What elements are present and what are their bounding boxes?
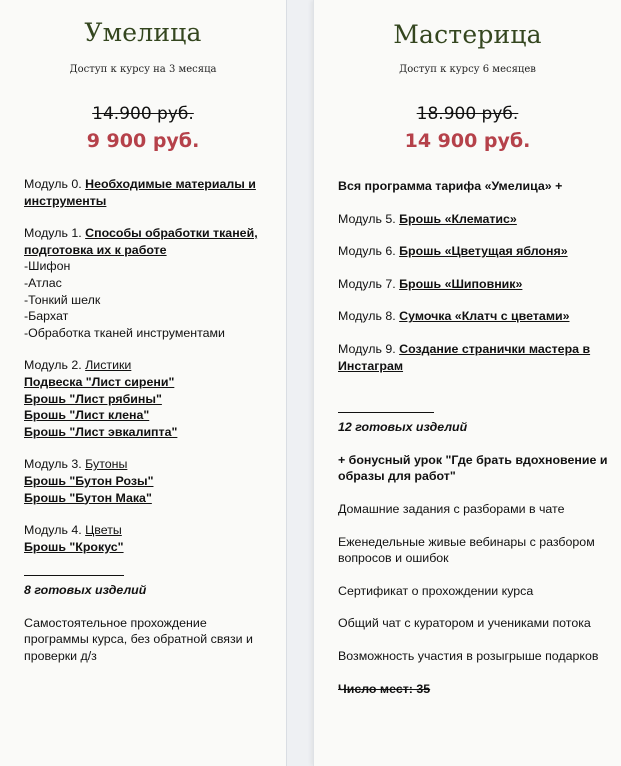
access-duration: Доступ к курсу на 3 месяца bbox=[69, 64, 217, 75]
module-prefix: Модуль 9. bbox=[338, 341, 400, 356]
feature-item: Сертификат о прохождении курса bbox=[338, 583, 534, 598]
module-3 bbox=[24, 456, 274, 506]
feature-item: Домашние задания с разборами в чате bbox=[338, 501, 565, 516]
module-4 bbox=[24, 522, 274, 555]
list-item: -Тонкий шелк bbox=[24, 292, 101, 307]
new-price: 14 900 руб. bbox=[404, 130, 531, 152]
tariff-note: Самостоятельное прохождение программы курса, без обратной связи и проверки д/з bbox=[24, 615, 253, 664]
module-7-link[interactable]: Брошь «Шиповник» bbox=[399, 276, 523, 291]
list-item: -Атлас bbox=[24, 275, 62, 290]
tariff-card-umelitsa bbox=[0, 0, 287, 766]
old-price: 18.900 руб. bbox=[416, 104, 519, 124]
module-2-link[interactable]: Листики bbox=[85, 358, 132, 373]
includes-previous: Вся программа тарифа «Умелица» + bbox=[338, 179, 563, 193]
module-5-link[interactable]: Брошь «Клематис» bbox=[399, 211, 517, 226]
divider bbox=[338, 412, 434, 413]
module-1 bbox=[24, 225, 274, 341]
module-3-link[interactable]: Бутоны bbox=[85, 457, 128, 472]
module-prefix: Модуль 2. bbox=[24, 358, 86, 373]
product-link[interactable]: Брошь "Бутон Мака" bbox=[24, 490, 152, 505]
module-prefix: Модуль 3. bbox=[24, 457, 86, 472]
tariff-title: Мастерица bbox=[393, 20, 542, 49]
module-8 bbox=[338, 308, 608, 325]
seats-count: Число мест: 35 bbox=[338, 681, 431, 696]
module-prefix: Модуль 6. bbox=[338, 244, 400, 259]
program-list bbox=[24, 176, 274, 681]
module-4-link[interactable]: Цветы bbox=[85, 523, 122, 538]
module-0-link[interactable]: Необходимые материалы и инструменты bbox=[24, 177, 256, 208]
module-9 bbox=[338, 341, 608, 374]
program-list bbox=[338, 178, 608, 713]
feature-item: Возможность участия в розыгрыше подарков bbox=[338, 648, 599, 663]
access-duration: Доступ к курсу 6 месяцев bbox=[399, 64, 536, 75]
divider bbox=[24, 575, 124, 576]
module-prefix: Модуль 7. bbox=[338, 276, 400, 291]
product-link[interactable]: Брошь "Лист эвкалипта" bbox=[24, 424, 178, 439]
total-products: 8 готовых изделий bbox=[24, 583, 147, 598]
module-0 bbox=[24, 176, 274, 209]
new-price: 9 900 руб. bbox=[86, 130, 200, 152]
tariff-title: Умелица bbox=[84, 18, 202, 47]
module-9-link[interactable]: Создание странички мастера в Инстаграм bbox=[338, 341, 591, 373]
total-products: 12 готовых изделий bbox=[338, 420, 468, 435]
tariff-card-masteritsa bbox=[313, 0, 621, 766]
old-price: 14.900 руб. bbox=[92, 104, 194, 124]
module-8-link[interactable]: Сумочка «Клатч с цветами» bbox=[399, 309, 570, 324]
product-link[interactable]: Брошь "Лист клена" bbox=[24, 408, 150, 423]
module-prefix: Модуль 5. bbox=[338, 211, 400, 226]
module-1-link[interactable]: Способы обработки тканей, подготовка их к работе bbox=[24, 226, 258, 257]
bonus-lesson: + бонусный урок "Где брать вдохновение и образы для работ" bbox=[338, 452, 608, 484]
module-prefix: Модуль 8. bbox=[338, 309, 400, 324]
module-prefix: Модуль 0. bbox=[24, 177, 86, 191]
product-link[interactable]: Брошь "Лист рябины" bbox=[24, 391, 162, 406]
module-6-link[interactable]: Брошь «Цветущая яблоня» bbox=[399, 244, 568, 259]
module-5 bbox=[338, 211, 608, 228]
list-item: -Шифон bbox=[24, 259, 71, 274]
module-prefix: Модуль 4. bbox=[24, 523, 86, 538]
module-prefix: Модуль 1. bbox=[24, 226, 86, 241]
product-link[interactable]: Брошь "Бутон Розы" bbox=[24, 473, 154, 488]
module-2 bbox=[24, 357, 274, 440]
module-6 bbox=[338, 243, 608, 260]
feature-item: Общий чат с куратором и учениками потока bbox=[338, 616, 591, 631]
product-link[interactable]: Подвеска "Лист сирени" bbox=[24, 374, 175, 389]
module-7 bbox=[338, 276, 608, 293]
list-item: -Бархат bbox=[24, 309, 69, 324]
product-link[interactable]: Брошь "Крокус" bbox=[24, 539, 124, 554]
list-item: -Обработка тканей инструментами bbox=[24, 325, 225, 340]
feature-item: Еженедельные живые вебинары с разбором вопросов и ошибок bbox=[338, 534, 595, 566]
